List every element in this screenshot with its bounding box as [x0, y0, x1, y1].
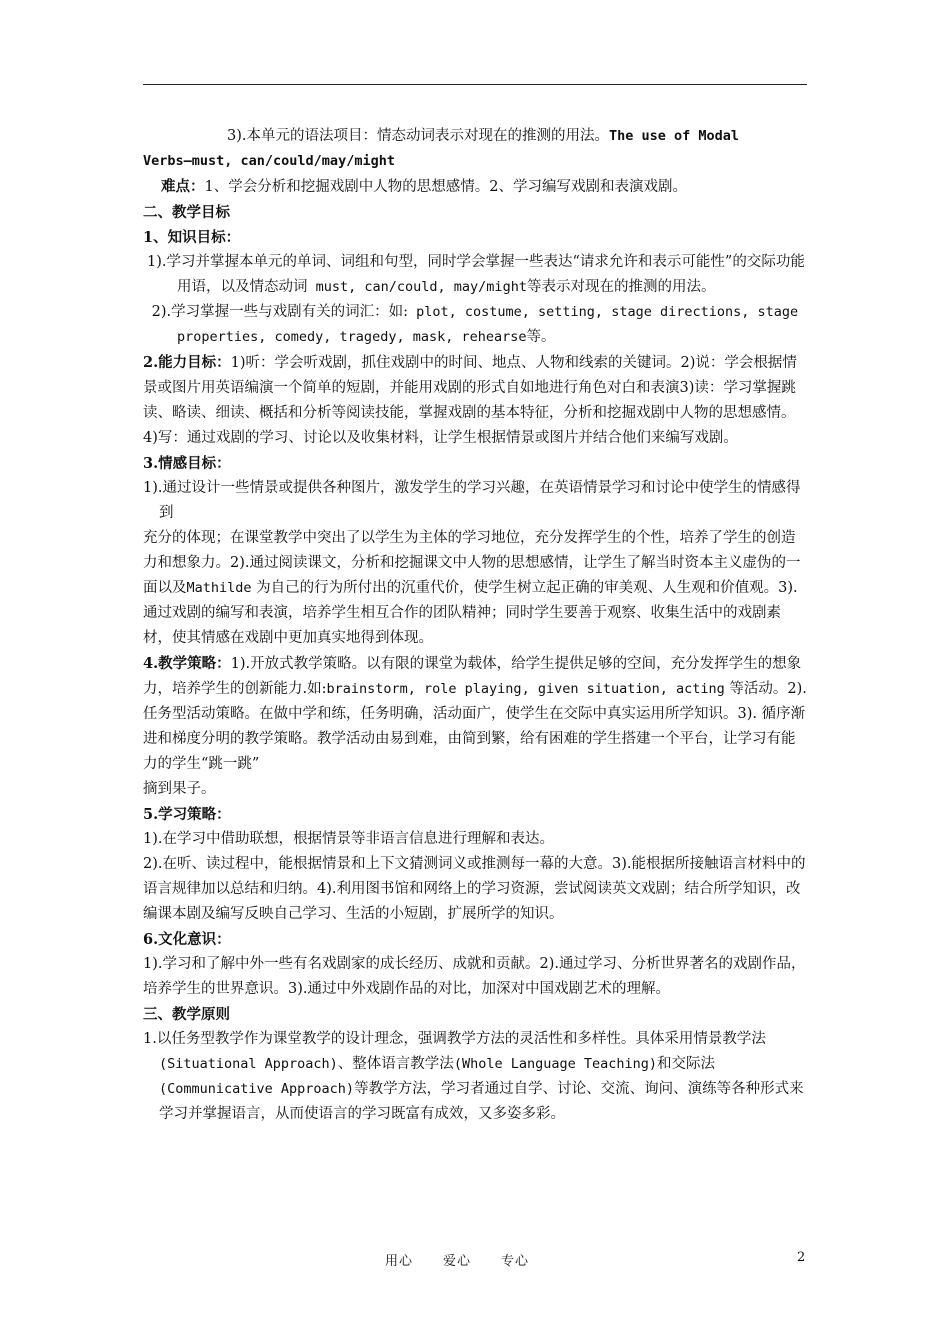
text-en: plot, costume, setting, stage directions, stage properties, comedy, tragedy, mask, rehearse [177, 304, 799, 345]
subheading-learning-strategy: 5.学习策略： [143, 806, 231, 823]
principle-item-1 [143, 1027, 809, 1127]
difficulty-text: 1、学会分析和挖掘戏剧中人物的思想感情。2、学习编写戏剧和表演戏剧。 [204, 179, 687, 195]
text-en: (Communicative Approach) [159, 1081, 355, 1097]
text: 等教学方法，学习者通过自学、讨论、交流、询问、演练等各种形式来学习并掌握语言，从而使语言的学习既富有成效，又多姿多彩。 [159, 1081, 804, 1122]
text-en: brainstorm, role playing, given situation, acting [326, 681, 725, 697]
ability-text: 1)听：学会听戏剧，抓住戏剧中的时间、地点、人物和线索的关键词。2)说：学会根据情景或图片用英语编演一个简单的短剧，并能用戏剧的形式自如地进行角色对白和表演3)读：学习掌握跳读、略读、细读、概括和分析等阅读技能，掌握戏剧的基本特征，分析和挖掘戏剧中人物的思想感情。4)写：通过戏剧的学习、讨论以及收集材料，让学生根据情景或图片并结合他们来编写戏剧。 [143, 355, 797, 446]
section-heading-objectives: 二、教学目标 [143, 204, 230, 221]
text: 1.以任务型教学作为课堂教学的设计理念，强调教学方法的灵活性和多样性。具体采用情景教学法 [143, 1031, 766, 1047]
emotion-item-2 [143, 526, 809, 651]
header-rule [143, 84, 807, 85]
text: 1).学习并掌握本单元的单词、词组和句型，同时学会掌握一些表达“请求允许和表示可能性”的交际功能用语，以及情态动词 [147, 254, 805, 295]
text: 等表示对现在的推测的用法。 [526, 279, 716, 295]
text: 为自己的行为所付出的沉重代价，使学生树立起正确的审美观、人生观和价值观。3).通过戏剧的编写和表演，培养学生相互合作的团队精神；同时学生要善于观察、收集生活中的戏剧素材，使其情感在戏剧中更加真实地得到体现。 [143, 580, 798, 646]
section-heading-principles: 三、教学原则 [143, 1006, 230, 1023]
text: 2).学习掌握一些与戏剧有关的词汇：如: [151, 304, 408, 320]
grammar-item [143, 124, 809, 149]
document-body [143, 124, 809, 1127]
text: 1).开放式教学策略。以有限的课堂为载体，给学生提供足够的空间，充分发挥学生的想象力，培养学生的创新能力.如: [143, 656, 802, 697]
footer-motto-1: 用心 [385, 1254, 414, 1269]
footer-motto [385, 1250, 559, 1269]
footer-motto-2: 爱心 [443, 1254, 472, 1269]
text: 、整体语言教学法 [337, 1056, 454, 1072]
teaching-strategy-label: 4.教学策略： [143, 655, 231, 672]
text-en: The use of Modal [609, 128, 740, 144]
ability-goals [143, 350, 809, 451]
text-en: Mathilde [186, 580, 252, 596]
learning-strategy-1: 1).在学习中借助联想，根据情景等非语言信息进行理解和表达。 [143, 831, 554, 847]
subheading-emotion: 3.情感目标： [143, 455, 231, 472]
modal-verbs-line: Verbs—must, can/could/may/might [143, 153, 395, 169]
text: 充分的体现；在课堂教学中突出了以学生为主体的学习地位，充分发挥学生的个性，培养了学生的创造力和想象力。2).通过阅读课文，分析和挖掘课文中人物的思想感情，让学生了解当时资本主义虚伪的一面以及 [143, 530, 801, 596]
ability-label: 2.能力目标： [143, 354, 231, 371]
emotion-item-1: 1).通过设计一些情景或提供各种图片，激发学生的学习兴趣，在英语情景学习和讨论中使学生的情感得到 [143, 480, 801, 521]
difficulty-line [143, 174, 809, 200]
text: 等。 [526, 329, 556, 345]
subheading-knowledge: 1、知识目标： [143, 229, 241, 246]
subheading-culture: 6.文化意识： [143, 931, 231, 948]
footer-motto-3: 专心 [501, 1254, 530, 1269]
teaching-strategy-tail: 摘到果子。 [143, 781, 216, 797]
difficulty-label: 难点： [161, 178, 205, 195]
page-number: 2 [797, 1250, 806, 1265]
text: 3).本单元的语法项目：情态动词表示对现在的推测的用法。 [227, 128, 609, 144]
text-en: must, can/could, may/might [307, 279, 527, 295]
text: 和交际法 [657, 1056, 716, 1072]
teaching-strategy [143, 651, 809, 777]
text-en: (Situational Approach) [159, 1056, 338, 1072]
culture-text: 1).学习和了解中外一些有名戏剧家的成长经历、成就和贡献。2).通过学习、分析世界著名的戏剧作品，培养学生的世界意识。3).通过中外戏剧作品的对比，加深对中国戏剧艺术的理解。 [143, 956, 806, 997]
learning-strategy-2: 2).在听、读过程中，能根据情景和上下文猜测词义或推测每一幕的大意。3).能根据所接触语言材料中的语言规律加以总结和归纳。4).利用图书馆和网络上的学习资源，尝试阅读英文戏剧；结合所学知识，改编课本剧及编写反映自己学习、生活的小短剧，扩展所学的知识。 [143, 856, 806, 922]
knowledge-item-2 [143, 300, 809, 350]
text-en: (Whole Language Teaching) [453, 1056, 658, 1072]
text: 等活动。2).任务型活动策略。在做中学和练，任务明确，活动面广，使学生在交际中真实运用所学知识。3). 循序渐进和梯度分明的教学策略。教学活动由易到难，由简到繁，给有困难的学生搭建一个平台，让学习有能力的学生“跳一跳” [143, 681, 807, 772]
knowledge-item-1 [143, 250, 809, 300]
